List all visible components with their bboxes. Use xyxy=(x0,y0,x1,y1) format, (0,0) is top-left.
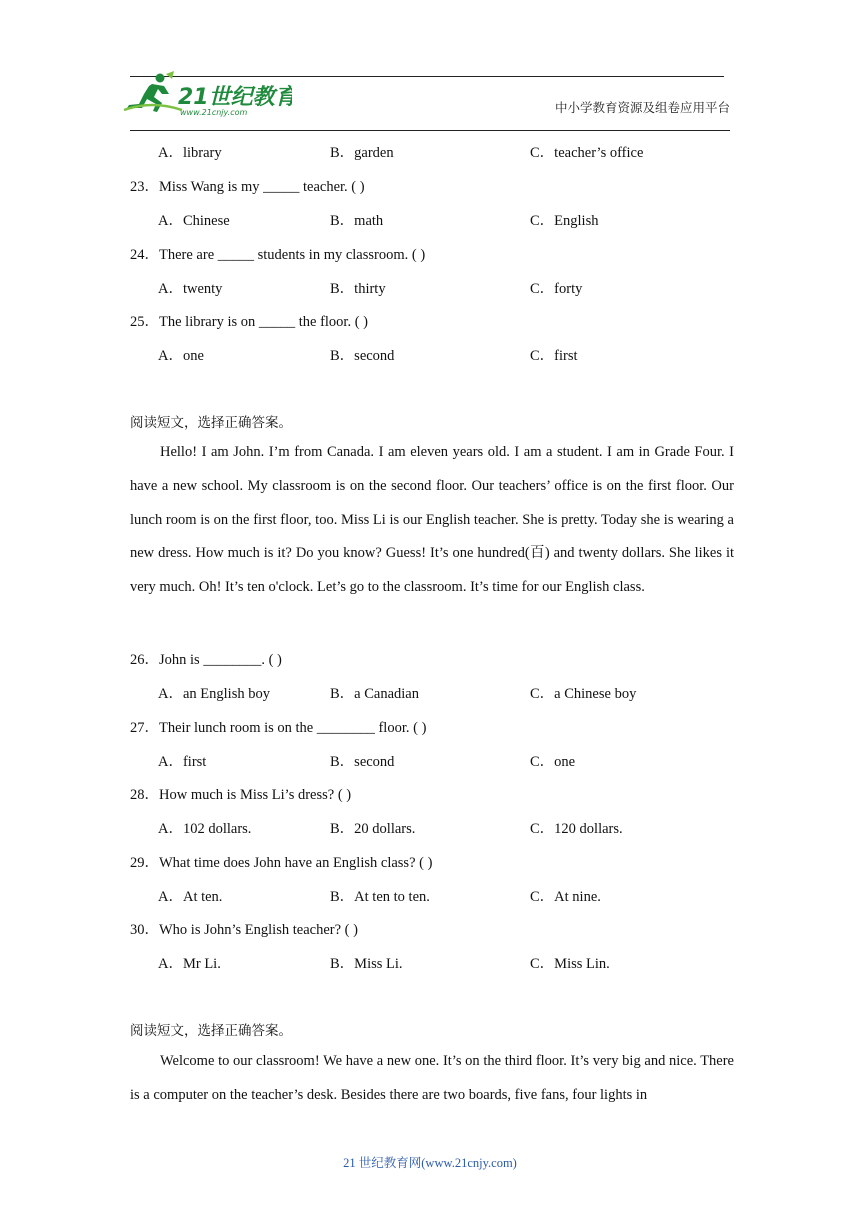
question-25: 25．The library is on _____ the floor. ( ) xyxy=(130,314,368,330)
question-29: 29．What time does John have an English class? ( ) xyxy=(130,855,433,871)
q24-option-b: B．thirty xyxy=(330,281,386,297)
section-1-passage xyxy=(130,436,734,605)
question-23: 23．Miss Wang is my _____ teacher. ( ) xyxy=(130,179,365,195)
q24-option-c: C．forty xyxy=(530,281,583,297)
question-24: 24．There are _____ students in my classroom. ( ) xyxy=(130,247,426,263)
q28-option-b: B．20 dollars. xyxy=(330,821,416,837)
q26-option-a: A．an English boy xyxy=(158,686,270,702)
q22-option-a: A．library xyxy=(158,145,222,161)
q26-option-b: B．a Canadian xyxy=(330,686,419,702)
q27-option-a: A．first xyxy=(158,754,207,770)
section-1-passage-text: Hello! I am John. I’m from Canada. I am eleven years old. I am a student. I am in Grade Four. I have a new school. My classroom is on the second floor. Our teachers’ office is on the first floor. Our lunch room is on the first floor, too. Miss Li is our English teacher. She is pretty. Today she is wearing a new dress. How much is it? Do you know? Guess! It’s one hundred(百) and twenty dollars. She likes it very much. Oh! It’s ten o'clock. Let’s go to the classroom. It’s time for our English class. xyxy=(130,444,734,596)
question-26: 26．John is ________. ( ) xyxy=(130,652,282,668)
q23-option-c: C．English xyxy=(530,213,599,229)
q23-option-b: B．math xyxy=(330,213,384,229)
section-2-passage-text: Welcome to our classroom! We have a new one. It’s on the third floor. It’s very big and nice. There is a computer on the teacher’s desk. Besides there are two boards, five fans, four lights in xyxy=(130,1053,734,1103)
logo-url: www.21cnjy.com xyxy=(180,108,248,117)
question-30: 30．Who is John’s English teacher? ( ) xyxy=(130,922,358,938)
q28-option-a: A．102 dollars. xyxy=(158,821,252,837)
q30-option-a: A．Mr Li. xyxy=(158,956,221,972)
runner-icon xyxy=(122,70,292,118)
q25-option-a: A．one xyxy=(158,348,204,364)
q27-option-c: C．one xyxy=(530,754,576,770)
header-bottom-rule xyxy=(130,130,730,131)
section-2-passage xyxy=(130,1045,734,1113)
q25-option-c: C．first xyxy=(530,348,578,364)
q23-option-a: A．Chinese xyxy=(158,213,230,229)
q29-option-b: B．At ten to ten. xyxy=(330,889,430,905)
site-logo xyxy=(122,70,292,118)
platform-title: 中小学教育资源及组卷应用平台 xyxy=(554,100,730,115)
q27-option-b: B．second xyxy=(330,754,395,770)
q28-option-c: C．120 dollars. xyxy=(530,821,623,837)
q24-option-a: A．twenty xyxy=(158,281,223,297)
q25-option-b: B．second xyxy=(330,348,395,364)
q30-option-b: B．Miss Li. xyxy=(330,956,403,972)
logo-text: 21世纪教育 xyxy=(178,85,292,110)
q29-option-a: A．At ten. xyxy=(158,889,223,905)
section-2-instruction: 阅读短文，选择正确答案。 xyxy=(130,1023,292,1039)
question-28: 28．How much is Miss Li’s dress? ( ) xyxy=(130,787,352,803)
section-1-instruction: 阅读短文，选择正确答案。 xyxy=(130,415,292,431)
q22-option-c: C．teacher’s office xyxy=(530,145,644,161)
page-footer: 21 世纪教育网(www.21cnjy.com) xyxy=(343,1156,517,1170)
question-27: 27．Their lunch room is on the ________ floor. ( ) xyxy=(130,720,427,736)
q29-option-c: C．At nine. xyxy=(530,889,601,905)
q26-option-c: C．a Chinese boy xyxy=(530,686,637,702)
q22-option-b: B．garden xyxy=(330,145,394,161)
q30-option-c: C．Miss Lin. xyxy=(530,956,610,972)
